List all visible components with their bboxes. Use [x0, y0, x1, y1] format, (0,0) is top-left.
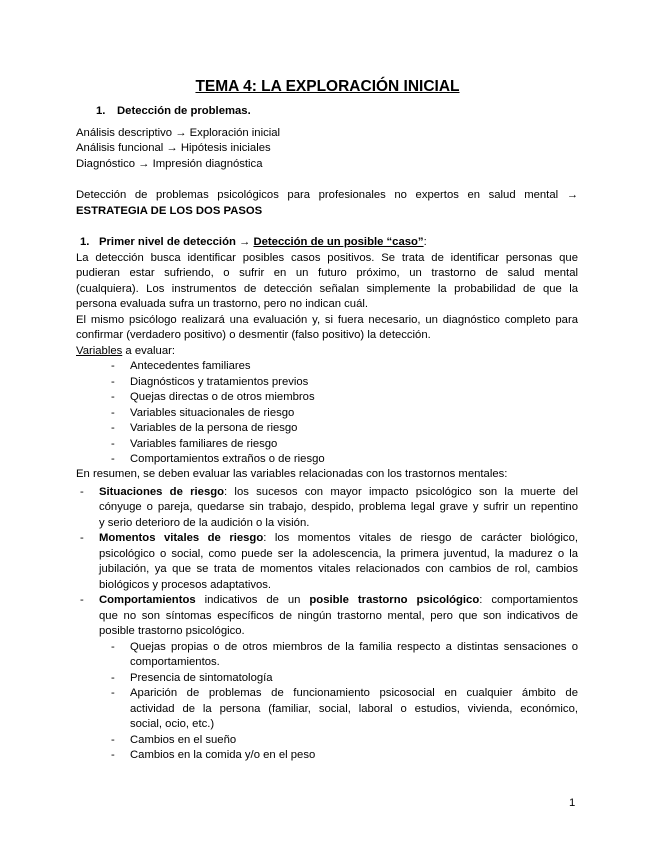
dash-bullet: -	[111, 453, 115, 465]
dash-bullet: -	[111, 672, 115, 684]
para1-line-4: persona evaluada sufra un trastorno, pero no indican cuál.	[76, 298, 369, 310]
level1-heading-a: Primer nivel de detección →	[99, 236, 254, 248]
para1-line-3: (cualquiera). Los instrumentos de detección señalan simplemente la probabilidad de que la	[76, 283, 578, 295]
comp-bold2: posible trastorno psicológico	[309, 594, 480, 606]
comp-sub3-line-1: Aparición de problemas de funcionamiento psicosocial en cualquier ámbito de	[130, 687, 578, 699]
dash-bullet: -	[111, 407, 115, 419]
strategy-label: ESTRATEGIA DE LOS DOS PASOS	[76, 205, 263, 217]
para2-line-1: El mismo psicólogo realizará una evaluación y, si fuera necesario, un diagnóstico completo para	[76, 314, 578, 326]
variables-line	[76, 343, 175, 359]
comp-label: Comportamientos	[99, 594, 196, 606]
comp-line-1	[99, 592, 578, 608]
comp-sub1-line-2: comportamientos.	[130, 656, 220, 668]
comp-sub1-line-1: Quejas propias o de otros miembros de la familia respecto a distintas sensaciones o	[130, 641, 578, 653]
para1-line-1: La detección busca identificar posibles casos positivos. Se trata de identificar personas que	[76, 252, 578, 264]
pair-line-1: Análisis descriptivo → Exploración inicial	[76, 127, 281, 139]
dash-bullet: -	[111, 749, 115, 761]
sit-line-3: y serio deterioro de la audición o la visión.	[99, 517, 310, 529]
mom-line-1	[99, 530, 578, 546]
dash-bullet: -	[111, 391, 115, 403]
sit-label: Situaciones de riesgo	[99, 486, 225, 498]
dash-bullet: -	[111, 422, 115, 434]
dash-bullet: -	[80, 532, 84, 544]
level1-heading-c: :	[423, 236, 427, 248]
variable-item-7: Comportamientos extraños o de riesgo	[130, 453, 325, 465]
pair-line-2: Análisis funcional → Hipótesis iniciales	[76, 142, 271, 154]
dash-bullet: -	[111, 438, 115, 450]
variable-item-5: Variables de la persona de riesgo	[130, 422, 298, 434]
variable-item-6: Variables familiares de riesgo	[130, 438, 278, 450]
variables-label: Variables	[76, 345, 123, 357]
page-title: TEMA 4: LA EXPLORACIÓN INICIAL	[195, 78, 460, 95]
page-number: 1	[569, 797, 576, 809]
variables-rest: a evaluar:	[122, 345, 176, 357]
comp-sub3-line-3: social, ocio, etc.)	[130, 718, 215, 730]
dash-bullet: -	[80, 594, 84, 606]
summary-line: En resumen, se deben evaluar las variables relacionadas con los trastornos mentales:	[76, 468, 508, 480]
sit-text: : los sucesos con mayor impacto psicológico son la muerte del	[224, 486, 578, 498]
para1-line-2: pudieran estar sufriendo, o sufrir en un futuro próximo, un trastorno de salud mental	[76, 267, 578, 279]
section-heading: Detección de problemas.	[117, 105, 251, 117]
level1-number: 1.	[80, 236, 90, 248]
mom-text: : los momentos vitales de riesgo de carácter biológico,	[263, 532, 578, 544]
intro-line: Detección de problemas psicológicos para profesionales no expertos en salud mental →	[76, 189, 578, 201]
variable-item-2: Diagnósticos y tratamientos previos	[130, 376, 309, 388]
comp-text: : comportamientos	[479, 594, 578, 606]
comp-sub2: Presencia de sintomatología	[130, 672, 273, 684]
para2-line-2: confirmar (verdadero positivo) o desmentir (falso positivo) la detección.	[76, 329, 431, 341]
variable-item-1: Antecedentes familiares	[130, 360, 251, 372]
dash-bullet: -	[111, 641, 115, 653]
dash-bullet: -	[80, 486, 84, 498]
sit-line-2: cónyuge o pareja, quedarse sin trabajo, despido, problema legal grave y sufrir un repentino	[99, 501, 578, 513]
level1-heading-b: Detección de un posible “caso”	[253, 236, 424, 248]
comp-sub3-line-2: actividad de la persona (familiar, social, laboral o estudios, vivienda, económico,	[130, 703, 578, 715]
dash-bullet: -	[111, 734, 115, 746]
mom-line-2: psicológico o social, como puede ser la adolescencia, la primera juventud, la madurez o la	[99, 548, 578, 560]
variable-item-3: Quejas directas o de otros miembros	[130, 391, 315, 403]
level1-heading	[99, 234, 427, 250]
section-number: 1.	[96, 105, 106, 117]
sit-line-1	[99, 484, 578, 500]
mom-line-4: biológicos y procesos adaptativos.	[99, 579, 272, 591]
comp-sub5: Cambios en la comida y/o en el peso	[130, 749, 316, 761]
dash-bullet: -	[111, 376, 115, 388]
variable-item-4: Variables situacionales de riesgo	[130, 407, 295, 419]
mom-label: Momentos vitales de riesgo	[99, 532, 264, 544]
comp-sub4: Cambios en el sueño	[130, 734, 237, 746]
pair-line-3: Diagnóstico → Impresión diagnóstica	[76, 158, 263, 170]
dash-bullet: -	[111, 360, 115, 372]
mom-line-3: jubilación, ya que se trata de momentos vitales relacionados con cambios de rol, cambios	[99, 563, 578, 575]
comp-line-2: que no son síntomas específicos de ningún trastorno mental, pero que son indicativos de	[99, 610, 578, 622]
comp-line-3: posible trastorno psicológico.	[99, 625, 245, 637]
comp-mid: indicativos de un	[195, 594, 310, 606]
dash-bullet: -	[111, 687, 115, 699]
